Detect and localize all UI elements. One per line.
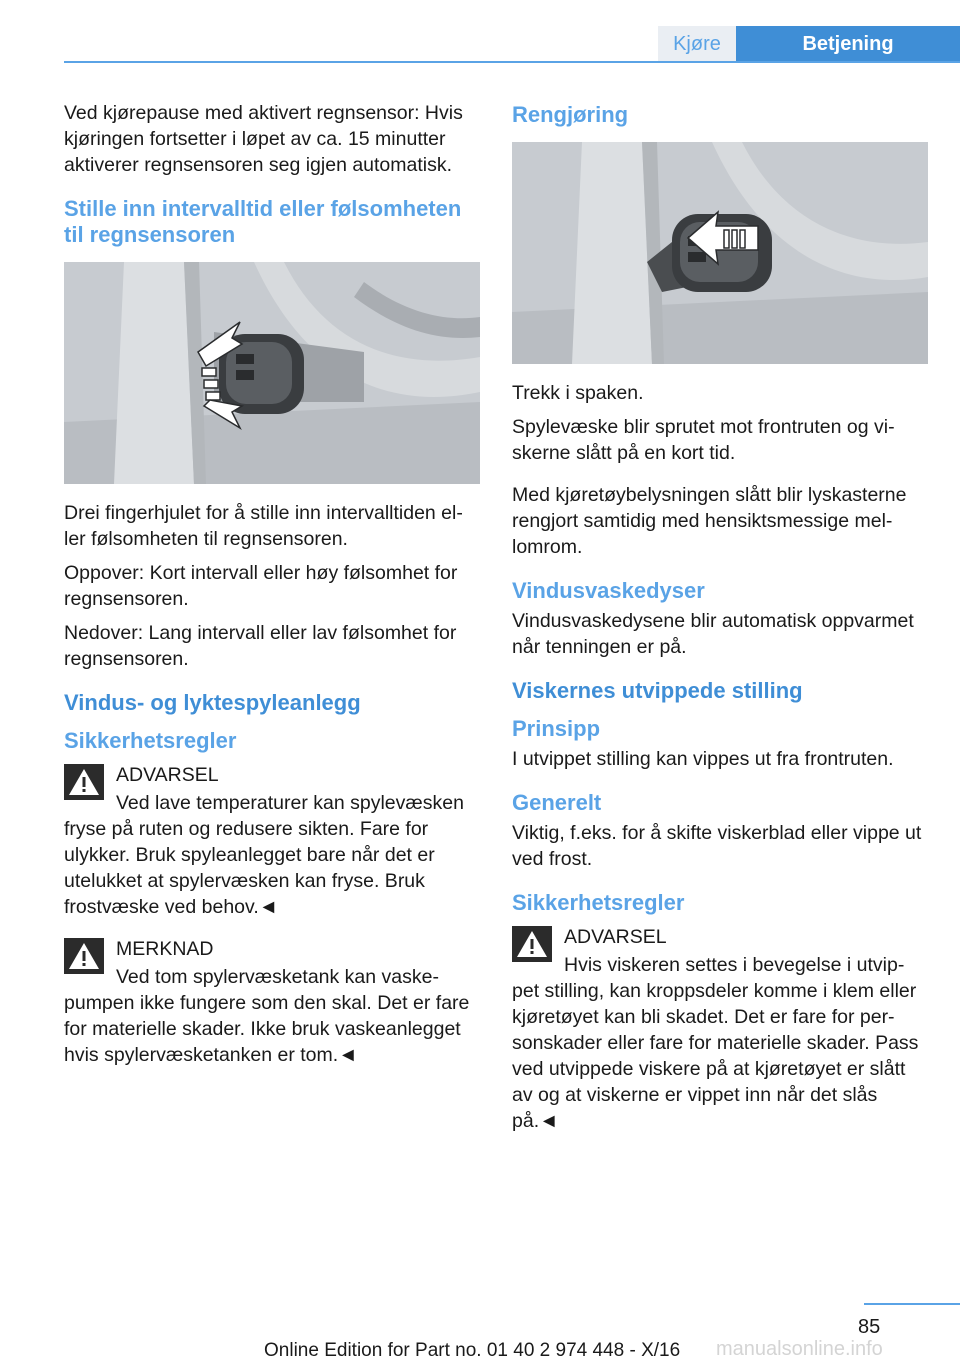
- header-tab-chapter: Betjening: [736, 26, 960, 62]
- warning-triangle-icon: [64, 764, 104, 800]
- tilted-heading: Viskernes utvippede stilling: [512, 678, 803, 703]
- notice-box: [64, 936, 480, 1068]
- cleaning-paragraph-2: Spylevæske blir sprutet mot frontruten og vi‐skerne slått på en kort tid.: [512, 416, 895, 464]
- interval-heading: Stille inn intervalltid eller følsomheten til regnsensoren: [64, 196, 462, 247]
- interval-paragraph-2: Oppover: Kort intervall eller høy følsomhet for regnsensoren.: [64, 562, 458, 610]
- washer-heading: Vindus- og lyktespyleanlegg: [64, 690, 361, 715]
- principle-text: I utvippet stilling kan vippes ut fra frontruten.: [512, 748, 894, 770]
- cleaning-heading: Rengjøring: [512, 102, 629, 127]
- general-text: Viktig, f.eks. for å skifte viskerblad eller vippe ut ved frost.: [512, 822, 922, 870]
- warning-1-title: ADVARSEL: [116, 764, 219, 786]
- safety-heading-left: Sikkerhetsregler: [64, 728, 237, 753]
- interval-paragraph-1: Drei fingerhjulet for å stille inn intervalltiden el‐ler følsomheten til regnsensoren.: [64, 502, 463, 550]
- footer-rule: [864, 1303, 960, 1305]
- nozzles-text: Vindusvaskedysene blir automatisk oppvarmet når tenningen er på.: [512, 610, 914, 658]
- warning-1-text: Ved lave temperaturer kan spylevæsken fryse på ruten og redusere sikten. Fare for ulykker. Bruk spyleanlegget bare når det er utelukket at spylervæsken kan fryse. Bruk frostvæske ved behov.◄: [64, 792, 464, 918]
- notice-title: MERKNAD: [116, 938, 214, 960]
- cleaning-paragraph-3: Med kjøretøybelysningen slått blir lyskasterne rengjort samtidig med hensiktsmessige mel‐lomrom.: [512, 484, 907, 558]
- intro-paragraph: Ved kjørepause med aktivert regnsensor: Hvis kjøringen fortsetter i løpet av ca. 15 minutter aktiverer regnsensoren seg igjen automatisk.: [64, 102, 463, 176]
- left-column: [64, 100, 480, 1084]
- footer-watermark: manualsonline.info: [716, 1338, 883, 1360]
- warning-right-text: Hvis viskeren settes i bevegelse i utvip‐pet stilling, kan kroppsdeler komme i klem eller kjøretøyet kan bli skadet. Det er fare for per‐sonskader eller fare for materielle skader. Pass ved utvippede viskere på at kjøretøyet er slått av og at viskerne er vippet inn når det slås på.◄: [512, 954, 919, 1132]
- warning-triangle-icon: [64, 938, 104, 974]
- nozzles-heading: Vindusvaskedyser: [512, 578, 705, 603]
- header-rule: [64, 61, 960, 63]
- page-number: 85: [858, 1316, 881, 1338]
- wiper-stalk-figure: [512, 142, 928, 364]
- warning-box-right: [512, 924, 928, 1134]
- right-column: [512, 100, 928, 1150]
- safety-heading-right: Sikkerhetsregler: [512, 890, 685, 915]
- principle-heading: Prinsipp: [512, 716, 601, 741]
- general-heading: Generelt: [512, 790, 602, 815]
- header-tab-section: Kjøre: [658, 26, 736, 62]
- warning-right-title: ADVARSEL: [564, 926, 667, 948]
- cleaning-paragraph-1: Trekk i spaken.: [512, 382, 644, 404]
- notice-text: Ved tom spylervæsketank kan vaske‐pumpen ikke fungere som den skal. Det er fare for materielle skader. Ikke bruk vaskeanlegget hvis spylervæsketanken er tom.◄: [64, 966, 470, 1066]
- thumbwheel-figure: [64, 262, 480, 484]
- interval-paragraph-3: Nedover: Lang intervall eller lav følsomhet for regnsensoren.: [64, 622, 457, 670]
- warning-triangle-icon: [512, 926, 552, 962]
- footer-edition: Online Edition for Part no. 01 40 2 974 448 - X/16: [264, 1340, 681, 1361]
- warning-box-1: [64, 762, 480, 920]
- page-header: [0, 0, 960, 62]
